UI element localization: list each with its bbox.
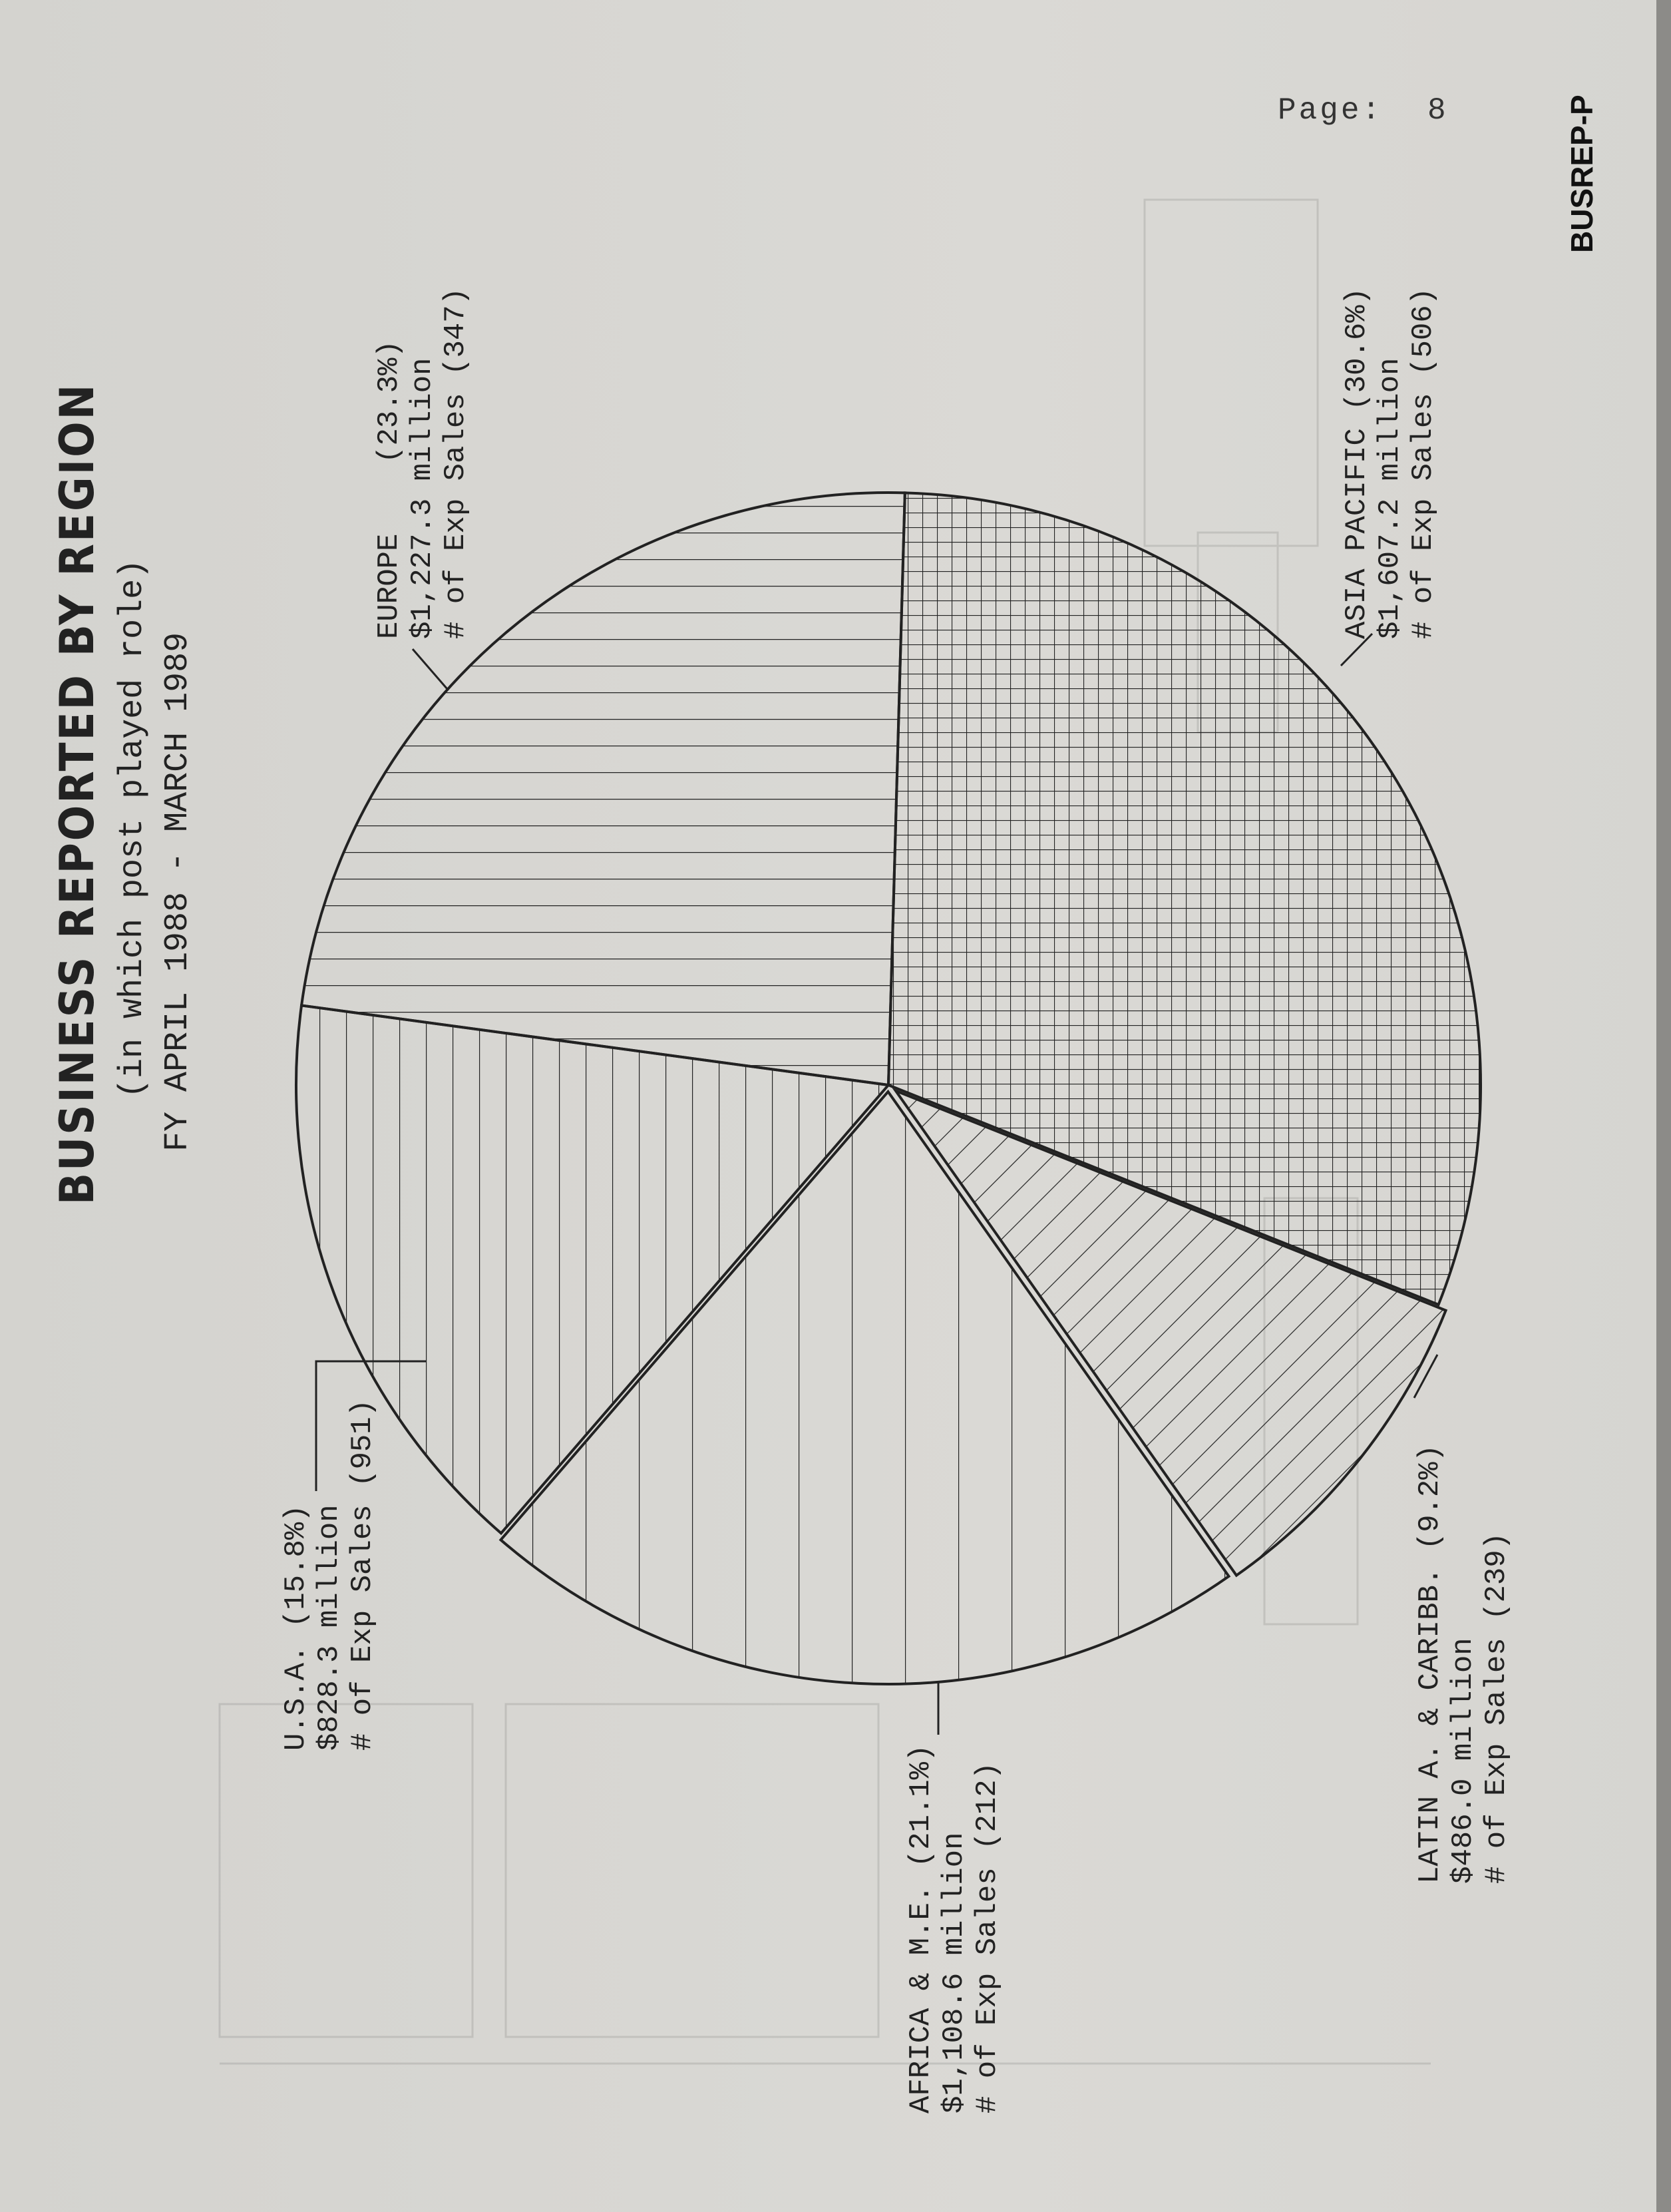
chart-subtitle: (in which post played role) <box>114 558 152 1098</box>
leader-europe <box>413 649 447 689</box>
label-europe-line2: $1,227.3 million <box>406 357 439 639</box>
label-usa-line1: U.S.A. (15.8%) <box>279 1504 313 1751</box>
label-asia-line3: # of Exp Sales (506) <box>1407 287 1440 639</box>
label-africa-line2: $1,108.6 million <box>938 1832 971 2113</box>
label-asia-line1: ASIA PACIFIC (30.6%) <box>1340 287 1374 639</box>
chart-title: BUSINESS REPORTED BY REGION <box>50 382 104 1205</box>
page-label: Page: <box>1278 93 1384 128</box>
document-id: BUSREP-P <box>1565 95 1599 253</box>
label-latin-line3: # of Exp Sales (239) <box>1480 1532 1513 1884</box>
pie-slices <box>296 493 1481 1684</box>
label-usa-line3: # of Exp Sales (951) <box>346 1399 379 1751</box>
label-africa-line1: AFRICA & M.E. (21.1%) <box>904 1744 938 2113</box>
chart-period: FY APRIL 1988 - MARCH 1989 <box>159 632 197 1152</box>
label-latin-line1: LATIN A. & CARIBB. (9.2%) <box>1413 1444 1447 1884</box>
label-latin-line2: $486.0 million <box>1447 1638 1480 1884</box>
label-usa-line2: $828.3 million <box>313 1504 346 1751</box>
label-asia-line2: $1,607.2 million <box>1374 357 1407 639</box>
label-africa-line3: # of Exp Sales (212) <box>971 1761 1004 2113</box>
page-number: 8 <box>1427 93 1446 128</box>
label-europe-line3: # of Exp Sales (347) <box>439 287 472 639</box>
label-europe-line1: EUROPE (23.3%) <box>373 340 406 639</box>
